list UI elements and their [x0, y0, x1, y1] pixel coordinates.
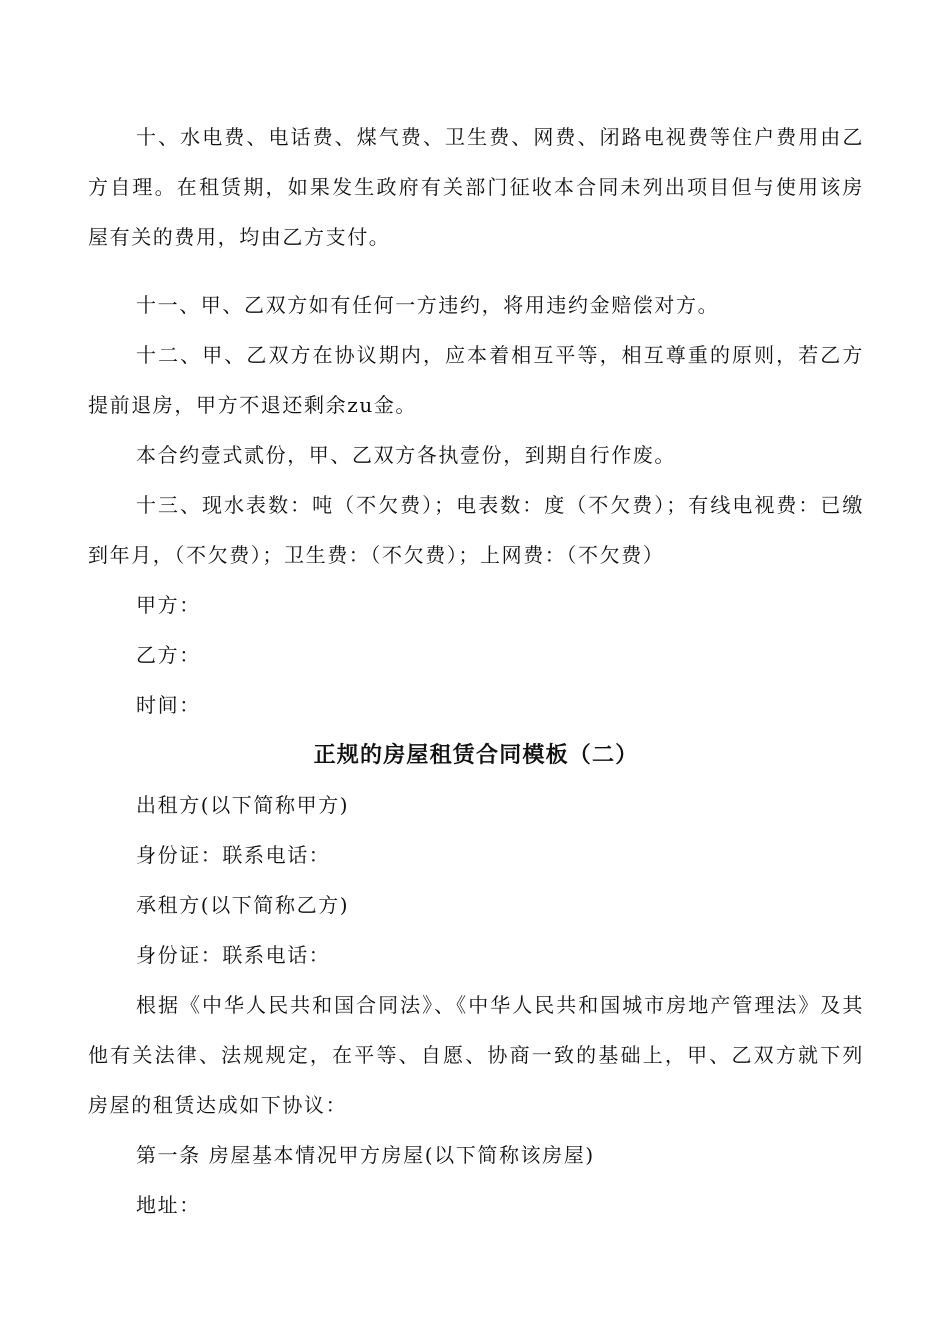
lessee-id-line: 身份证：联系电话： — [136, 943, 331, 967]
clause-13: 十三、现水表数：吨（不欠费）；电表数：度（不欠费）；有线电视费：已缴到年月，（不欠费）；卫生费：（不欠费）；上网费：（不欠费） — [88, 493, 864, 567]
date-signature: 时间： — [136, 693, 201, 717]
lessee-line: 承租方(以下简称乙方) — [136, 893, 350, 917]
clause-12: 十二、甲、乙双方在协议期内，应本着相互平等，相互尊重的原则，若乙方提前退房，甲方不退还剩余zu金。 — [88, 343, 864, 417]
preamble: 根据《中华人民共和国合同法》、《中华人民共和国城市房地产管理法》及其他有关法律、法规规定，在平等、自愿、协商一致的基础上，甲、乙双方就下列房屋的租赁达成如下协议： — [88, 993, 864, 1117]
lessor-line: 出租方(以下简称甲方) — [136, 793, 350, 817]
article-1-heading: 第一条 房屋基本情况甲方房屋(以下简称该房屋) — [136, 1143, 595, 1167]
lessor-id-line: 身份证：联系电话： — [136, 843, 331, 867]
clause-11: 十一、甲、乙双方如有任何一方违约，将用违约金赔偿对方。 — [136, 293, 720, 317]
party-a-signature: 甲方： — [136, 593, 201, 617]
copies-statement: 本合约壹式贰份，甲、乙双方各执壹份，到期自行作废。 — [136, 443, 676, 467]
address-line: 地址： — [136, 1193, 201, 1217]
document-page — [88, 112, 864, 1230]
section-title: 正规的房屋租赁合同模板（二） — [313, 742, 639, 768]
clause-10: 十、水电费、电话费、煤气费、卫生费、网费、闭路电视费等住户费用由乙方自理。在租赁期，如果发生政府有关部门征收本合同未列出项目但与使用该房屋有关的费用，均由乙方支付。 — [88, 125, 864, 249]
party-b-signature: 乙方： — [136, 643, 201, 667]
